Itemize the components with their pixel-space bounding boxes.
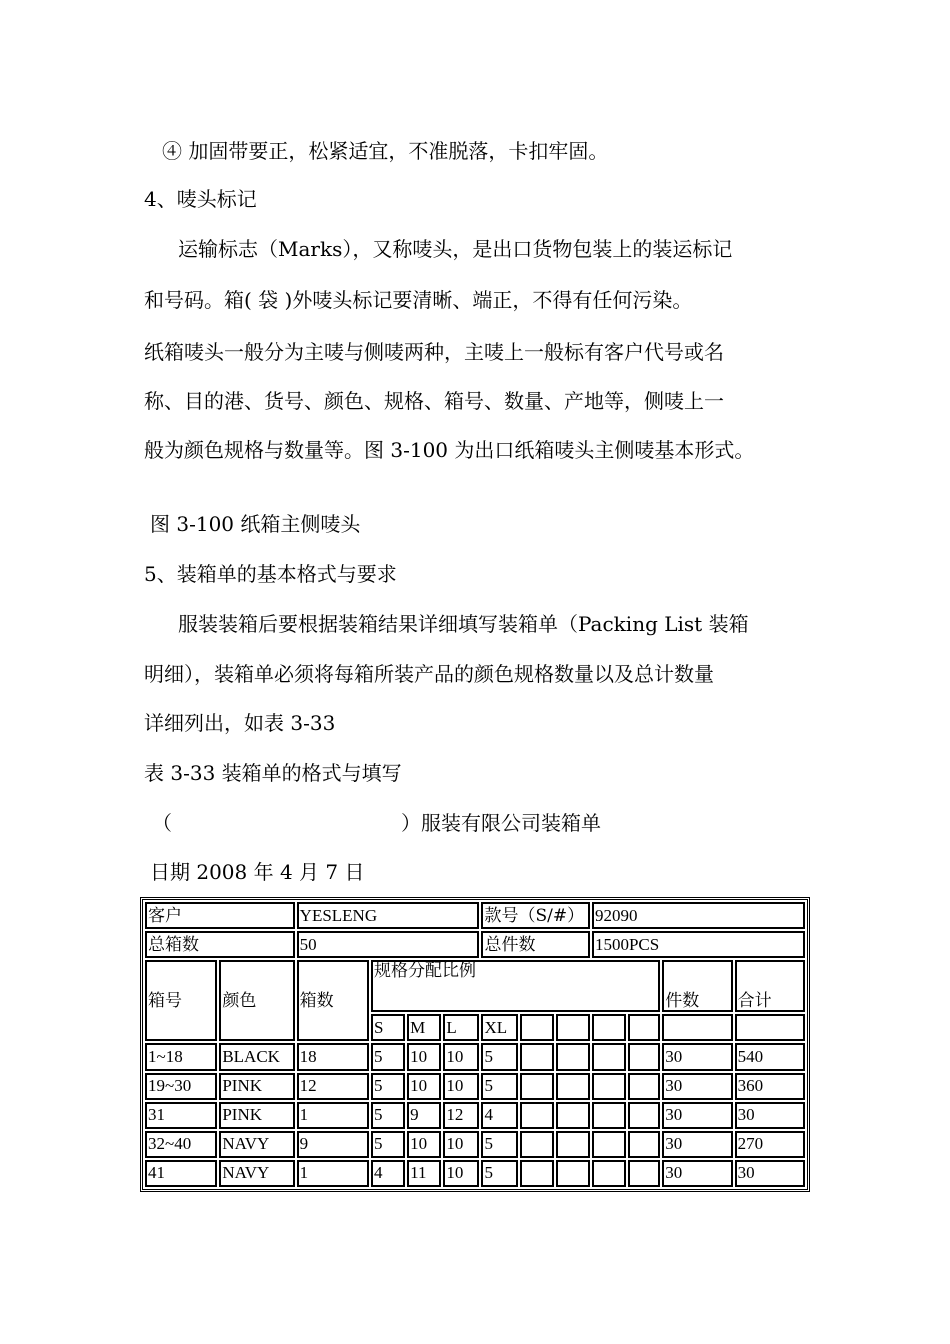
cell-empty	[628, 1131, 660, 1158]
cell-empty	[592, 1102, 626, 1129]
paragraph-packing-line3: 详细列出，如表 3-33	[144, 711, 336, 735]
paragraph-binding-rule: ④ 加固带要正，松紧适宜，不准脱落，卡扣牢固。	[162, 139, 609, 163]
cell-color: PINK	[219, 1073, 294, 1100]
style-no-value: 92090	[592, 902, 805, 929]
cell-size-xl: 5	[481, 1043, 517, 1070]
size-xl: XL	[481, 1014, 517, 1041]
cell-empty	[556, 1131, 590, 1158]
form-date: 日期 2008 年 4 月 7 日	[150, 860, 365, 884]
cell-box-count: 9	[297, 1131, 369, 1158]
cell-empty	[520, 1160, 554, 1187]
header-size-ratio: 规格分配比例	[371, 960, 660, 1012]
paragraph-marks-line2: 和号码。箱( 袋 )外唛头标记要清晰、端正，不得有任何污染。	[144, 288, 693, 312]
paragraph-carton-marks-line2: 称、目的港、货号、颜色、规格、箱号、数量、产地等，侧唛上一	[144, 389, 724, 413]
paragraph-packing-line2: 明细），装箱单必须将每箱所装产品的颜色规格数量以及总计数量	[144, 662, 714, 686]
cell-empty	[628, 1043, 660, 1070]
cell-empty	[556, 1102, 590, 1129]
cell-total: 30	[735, 1102, 805, 1129]
cell-size-s: 5	[371, 1073, 405, 1100]
total-cartons-value: 50	[297, 931, 480, 958]
table-header-row	[145, 960, 805, 1012]
size-s: S	[371, 1014, 405, 1041]
size-empty	[628, 1014, 660, 1041]
header-box-no: 箱号	[145, 960, 217, 1041]
table-row	[145, 1043, 805, 1070]
customer-label: 客户	[145, 902, 295, 929]
table-caption: 表 3-33 装箱单的格式与填写	[144, 761, 402, 785]
cell-box-no: 32~40	[145, 1131, 217, 1158]
paragraph-marks-line1: 运输标志（Marks），又称唛头，是出口货物包装上的装运标记	[178, 237, 733, 261]
cell-size-s: 5	[371, 1102, 405, 1129]
header-color: 颜色	[219, 960, 294, 1041]
heading-marks: 4、唛头标记	[144, 187, 257, 211]
cell-pieces: 30	[662, 1102, 732, 1129]
cell-total: 270	[735, 1131, 805, 1158]
cell-empty	[628, 1102, 660, 1129]
cell-size-s: 5	[371, 1131, 405, 1158]
paragraph-packing-line1: 服装装箱后要根据装箱结果详细填写装箱单（Packing List 装箱	[178, 612, 749, 636]
cell-empty	[628, 1160, 660, 1187]
cell-box-count: 1	[297, 1102, 369, 1129]
cell-color: NAVY	[219, 1131, 294, 1158]
cell-empty	[520, 1043, 554, 1070]
table-row	[145, 1102, 805, 1129]
cell-empty	[556, 1073, 590, 1100]
style-no-label: 款号（S/#）	[481, 902, 589, 929]
cell-box-count: 12	[297, 1073, 369, 1100]
form-title: ）服装有限公司装箱单	[401, 811, 601, 835]
header-box-count: 箱数	[297, 960, 369, 1041]
size-empty	[556, 1014, 590, 1041]
packing-list-table-wrapper	[140, 897, 810, 1192]
cell-pieces: 30	[662, 1073, 732, 1100]
cell-size-l: 10	[443, 1073, 479, 1100]
cell-size-xl: 5	[481, 1160, 517, 1187]
table-row	[145, 1073, 805, 1100]
cell-size-m: 10	[407, 1043, 441, 1070]
cell-empty	[592, 1160, 626, 1187]
cell-empty	[556, 1160, 590, 1187]
cell-empty	[520, 1102, 554, 1129]
cell-total: 30	[735, 1160, 805, 1187]
paragraph-carton-marks-line3: 般为颜色规格与数量等。图 3-100 为出口纸箱唛头主侧唛基本形式。	[144, 438, 755, 462]
cell-size-l: 10	[443, 1043, 479, 1070]
cell-total: 360	[735, 1073, 805, 1100]
cell-box-no: 31	[145, 1102, 217, 1129]
cell-empty	[628, 1073, 660, 1100]
paragraph-carton-marks-line1: 纸箱唛头一般分为主唛与侧唛两种，主唛上一般标有客户代号或名	[144, 340, 724, 364]
cell-empty	[520, 1073, 554, 1100]
cell-size-m: 10	[407, 1073, 441, 1100]
total-empty	[735, 1014, 805, 1041]
table-row-totals	[145, 931, 805, 958]
cell-size-xl: 4	[481, 1102, 517, 1129]
cell-pieces: 30	[662, 1131, 732, 1158]
packing-list-table	[140, 897, 810, 1192]
heading-packing-list: 5、装箱单的基本格式与要求	[144, 562, 397, 586]
header-pieces: 件数	[662, 960, 732, 1012]
cell-empty	[556, 1043, 590, 1070]
total-cartons-label: 总箱数	[145, 931, 295, 958]
cell-color: BLACK	[219, 1043, 294, 1070]
cell-size-m: 10	[407, 1131, 441, 1158]
cell-box-count: 1	[297, 1160, 369, 1187]
cell-total: 540	[735, 1043, 805, 1070]
cell-pieces: 30	[662, 1043, 732, 1070]
cell-size-s: 5	[371, 1043, 405, 1070]
table-row-customer	[145, 902, 805, 929]
customer-value: YESLENG	[297, 902, 480, 929]
total-pieces-label: 总件数	[481, 931, 589, 958]
cell-size-l: 12	[443, 1102, 479, 1129]
cell-box-no: 41	[145, 1160, 217, 1187]
header-total: 合计	[735, 960, 805, 1012]
cell-empty	[592, 1073, 626, 1100]
cell-box-no: 19~30	[145, 1073, 217, 1100]
cell-size-l: 10	[443, 1160, 479, 1187]
cell-pieces: 30	[662, 1160, 732, 1187]
size-empty	[520, 1014, 554, 1041]
cell-color: PINK	[219, 1102, 294, 1129]
total-pieces-value: 1500PCS	[592, 931, 805, 958]
cell-size-xl: 5	[481, 1131, 517, 1158]
size-empty	[592, 1014, 626, 1041]
table-row	[145, 1131, 805, 1158]
figure-caption: 图 3-100 纸箱主侧唛头	[150, 512, 361, 536]
cell-size-m: 9	[407, 1102, 441, 1129]
cell-box-no: 1~18	[145, 1043, 217, 1070]
cell-size-s: 4	[371, 1160, 405, 1187]
cell-empty	[520, 1131, 554, 1158]
cell-box-count: 18	[297, 1043, 369, 1070]
table-row	[145, 1160, 805, 1187]
size-l: L	[443, 1014, 479, 1041]
cell-size-l: 10	[443, 1131, 479, 1158]
cell-color: NAVY	[219, 1160, 294, 1187]
cell-empty	[592, 1043, 626, 1070]
cell-empty	[592, 1131, 626, 1158]
cell-size-m: 11	[407, 1160, 441, 1187]
size-m: M	[407, 1014, 441, 1041]
cell-size-xl: 5	[481, 1073, 517, 1100]
pieces-empty	[662, 1014, 732, 1041]
form-title-open-paren: （	[152, 811, 172, 835]
